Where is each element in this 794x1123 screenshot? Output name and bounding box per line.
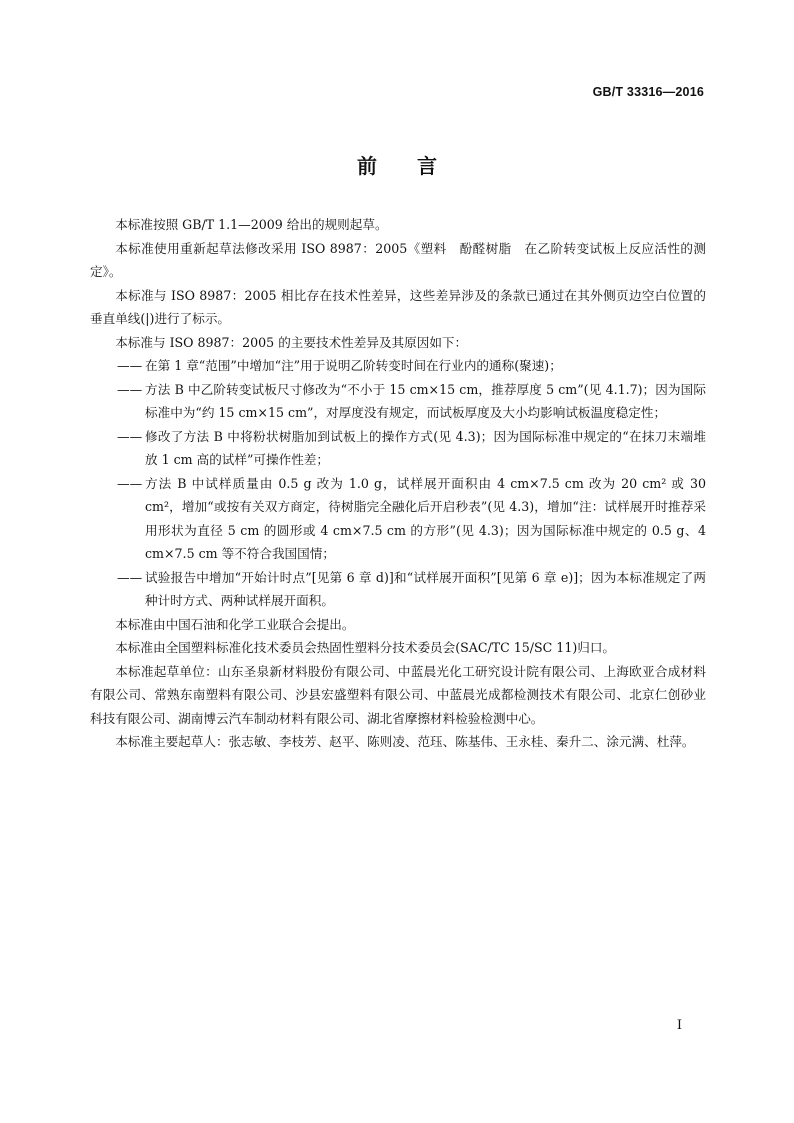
list-item [90, 472, 706, 566]
dash-marker: —— [117, 569, 143, 585]
page-number: I [676, 1018, 682, 1033]
difference-text: 在第 1 章“范围”中增加“注”用于说明乙阶转变时间在行业内的通称(聚速)； [145, 358, 562, 373]
list-item [90, 425, 706, 472]
difference-text: 试验报告中增加“开始计时点”[见第 6 章 d)]和“试样展开面积”[见第 6 章 e)]；因为本标准规定了两种计时方式、两种试样展开面积。 [145, 569, 706, 608]
difference-text: 修改了方法 B 中将粉状树脂加到试板上的操作方式(见 4.3)；因为国际标准中规定的“在抹刀末端堆放 1 cm 高的试样”可操作性差； [145, 428, 706, 467]
dash-marker: —— [117, 428, 143, 444]
foreword-body [90, 213, 706, 754]
paragraph-drafting-units: 本标准起草单位：山东圣泉新材料股份有限公司、中蓝晨光化工研究设计院有限公司、上海欧亚合成材料有限公司、常熟东南塑料有限公司、沙县宏盛塑料有限公司、中蓝晨光成都检测技术有限公司、北京仁创砂业科技有限公司、湖南博云汽车制动材料有限公司、湖北省摩擦材料检验检测中心。 [90, 663, 706, 726]
page-title: 前言 [357, 154, 477, 178]
paragraph-committee: 本标准由全国塑料标准化技术委员会热固性塑料分技术委员会(SAC/TC 15/SC 11)归口。 [115, 640, 616, 655]
paragraph-differences-intro: 本标准与 ISO 8987：2005 的主要技术性差异及其原因如下： [115, 334, 468, 350]
difference-text: 方法 B 中试样质量由 0.5 g 改为 1.0 g，试样展开面积由 4 cm×7.5 cm 改为 20 cm² 或 30 cm²，增加“或按有关双方商定，待树脂完全融化后开启秒表”(见 4.3)，增加“注：试样展开时推荐采用形状为直径 5 cm 的圆形或 4 cm×7.5 cm 的方形”(见 4.3)；因为国际标准中规定的 0.5 g、4 cm×7.5 cm 等不符合我国国情； [145, 475, 706, 561]
paragraph-differences-marking: 本标准与 ISO 8987：2005 相比存在技术性差异，这些差异涉及的条款已通过在其外侧页边空白位置的垂直单线(|)进行了标示。 [90, 287, 706, 326]
paragraph-drafters: 本标准主要起草人：张志敏、李枝芳、赵平、陈则凌、范珏、陈基伟、王永桂、秦升二、涂元满、杜萍。 [115, 734, 695, 749]
list-item [90, 566, 706, 613]
paragraph-adoption: 本标准使用重新起草法修改采用 ISO 8987：2005《塑料 酚醛树脂 在乙阶转变试板上反应活性的测定》。 [90, 240, 706, 279]
list-item [90, 378, 706, 425]
dash-marker: —— [117, 381, 143, 397]
difference-text: 方法 B 中乙阶转变试板尺寸修改为“不小于 15 cm×15 cm，推荐厚度 5 cm”(见 4.1.7)；因为国际标准中为“约 15 cm×15 cm”，对厚度没有规定，而试板厚度及大小均影响试板温度稳定性； [145, 381, 706, 420]
list-item [90, 354, 706, 378]
doc-code-header: GB/T 33316—2016 [592, 85, 704, 99]
dash-marker: —— [117, 475, 143, 491]
dash-marker: —— [117, 358, 143, 373]
paragraph-proposer: 本标准由中国石油和化学工业联合会提出。 [115, 616, 355, 632]
paragraph-drafting-rules: 本标准按照 GB/T 1.1—2009 给出的规则起草。 [115, 217, 388, 232]
